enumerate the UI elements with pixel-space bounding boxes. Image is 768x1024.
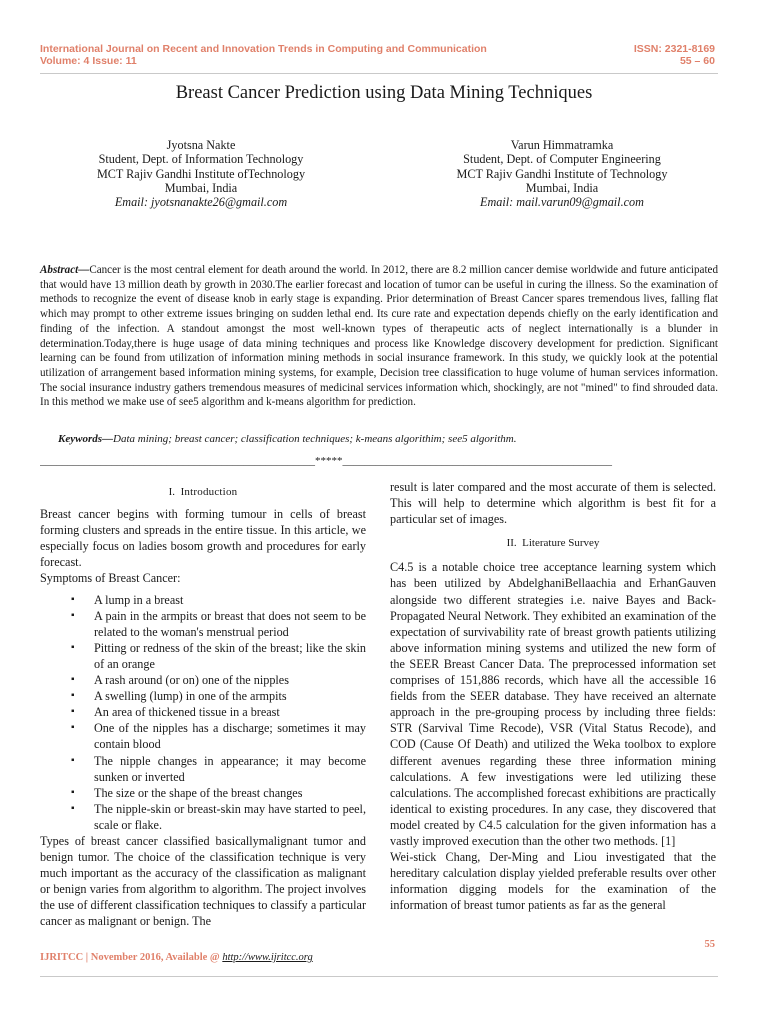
paper-title: Breast Cancer Prediction using Data Mining Techniques: [175, 83, 593, 103]
author-dept: Student, Dept. of Information Technology: [98, 152, 304, 167]
author-block-1: [36, 138, 366, 209]
journal-link[interactable]: http://www.ijritcc.org: [222, 952, 313, 963]
section-separator: __________________________________________________*****_________________________________________________: [40, 455, 612, 467]
section-heading-introduction: I. Introduction: [168, 486, 238, 498]
list-item: ▪ The nipple-skin or breast-skin may have started to peel, scale or flake.: [40, 801, 366, 833]
author-city: Mumbai, India: [525, 180, 599, 195]
author-institute: MCT Rajiv Gandhi Institute of Technology: [456, 166, 668, 181]
page-range: 55 – 60: [679, 55, 715, 67]
author-email: Email: mail.varun09@gmail.com: [480, 195, 644, 210]
author-name: Varun Himmatramka: [510, 138, 614, 152]
list-item: ▪ A lump in a breast: [40, 592, 366, 608]
continued-paragraph: result is later compared and the most accurate of them is selected. This will help to determine which algorithm is best fit for a particular set of images.: [390, 480, 716, 527]
author-name: Jyotsna Nakte: [166, 138, 236, 152]
header-rule: [40, 73, 718, 74]
survey-paragraph-2: Wei-stick Chang, Der-Ming and Liou investigated that the hereditary calculation display yielded preferable results over other information digging models for the examination of the information of breast tumor patients as far as the general: [390, 850, 716, 913]
issn: ISSN: 2321-8169: [633, 43, 715, 55]
list-item: ▪ A rash around (or on) one of the nipples: [40, 672, 366, 688]
author-institute: MCT Rajiv Gandhi Institute ofTechnology: [96, 166, 306, 181]
symptoms-label: Symptoms of Breast Cancer:: [40, 571, 181, 586]
list-item: ▪ An area of thickened tissue in a breast: [40, 704, 366, 720]
section-title: Literature Survey: [522, 537, 600, 550]
keywords-text: Data mining; breast cancer; classification techniques; k-means algorithim; see5 algorithm.: [113, 433, 517, 445]
abstract-label: Abstract—: [40, 264, 90, 276]
list-item: ▪ Pitting or redness of the skin of the breast; like the skin of an orange: [40, 640, 366, 672]
keywords: [58, 433, 516, 445]
section-heading-literature-survey: II. Literature Survey: [506, 537, 600, 550]
journal-name: International Journal on Recent and Innovation Trends in Computing and Communication: [40, 43, 487, 55]
abstract: [40, 263, 718, 410]
intro-paragraph: Breast cancer begins with forming tumour in cells of breast forming clusters and spreads in the entire tissue. In this article, we especially focus on ladies bosom growth and procedures for early forecast.: [40, 507, 366, 570]
types-paragraph: Types of breast cancer classified basicallymalignant tumor and benign tumor. The choice of the classification technique is very much important as the accuracy of the classification as malignant or benign varies from algorithm to algorithm. The project involves the use of different classification techniques to classify a particular cancer as malignant or benign. The: [40, 833, 366, 929]
symptoms-list: [40, 592, 366, 833]
abstract-text: Cancer is the most central element for death around the world. In 2012, there are 8.2 million cancer demise worldwide and future anticipated that would have 13 million death by growth in 2030.The earlier forecast and location of tumor can be useful in curing the illness. So the examination of methods to recognize the event of disease knob in early stage is expanding. Prior determination of Breast Cancer spares tremendous lives, falling flat which may prompt to other extreme issues bringing on sudden lethal end. Its cure rate and expectation depends chiefly on the early identification and finding of the infection. A standout amongst the most well-known types of therapeutic acts of neglect internationally is a blunder in determination.Today,there is huge usage of data mining techniques and process like Knowledge discovery development for prediction. Significant learning can be found from utilization of information mining methods in social insurance framework. In this study, we quickly look at the potential utilization of arrangement based information mining systems, for example, Decision tree classification to huge volume of human services information. The social insurance industry gathers tremendous measures of medicinal services information which, shockingly, are not "mined" to find shrouded data. In this method we make use of see5 algorithm and k-means algorithm for prediction.: [40, 264, 718, 409]
footer-text: IJRITCC | November 2016, Available @ http://www.ijritcc.org: [40, 952, 313, 963]
author-dept: Student, Dept. of Computer Engineering: [463, 152, 661, 167]
list-item: ▪ A swelling (lump) in one of the armpits: [40, 688, 366, 704]
page-number: 55: [704, 939, 715, 950]
right-column: [390, 479, 716, 913]
section-title: Introduction: [180, 486, 238, 498]
list-item: ▪ One of the nipples has a discharge; sometimes it may contain blood: [40, 720, 366, 752]
footer-rule: [40, 976, 718, 977]
volume-issue: Volume: 4 Issue: 11: [40, 55, 137, 67]
left-column: [40, 484, 366, 930]
author-city: Mumbai, India: [164, 180, 238, 195]
keywords-label: Keywords—: [58, 433, 113, 445]
list-item: ▪ A pain in the armpits or breast that does not seem to be related to the woman's menstrual period: [40, 608, 366, 640]
list-item: ▪ The nipple changes in appearance; it may become sunken or inverted: [40, 753, 366, 785]
survey-paragraph-1: C4.5 is a notable choice tree acceptance learning system which has been utilized by AbdelghaniBellaachia and ErhanGauven alongside two different strategies i.e. naive Bayes and Back-Propagated Neural Network. They exhibited an examination of the expectation of survivability rate of breast growth patients utilizing above information mining systems and utilized the new form of the SEER Breast Cancer Data. The preprocessed information set comprises of 151,886 records, which have all the accessible 16 fields from the SEER database. They have received an alternate approach in the pre-grouping process by including three fields: STR (Sarvival Time Recode), VSR (Vital Status Recode), and COD (Cause Of Death) and utilized the Weka toolbox to explore different avenues regarding these three information mining calculations. A few investigations were led utilizing these calculations. The accomplished forecast exhibitions are practically identical to existing procedures. In any case, they discovered that model created by C4.5 calculation for the given information has a vastly improved execution than the other two methods. [1]: [390, 560, 716, 848]
author-email: Email: jyotsnanakte26@gmail.com: [114, 195, 288, 210]
list-item: ▪ The size or the shape of the breast changes: [40, 785, 366, 801]
author-block-2: [397, 138, 727, 209]
